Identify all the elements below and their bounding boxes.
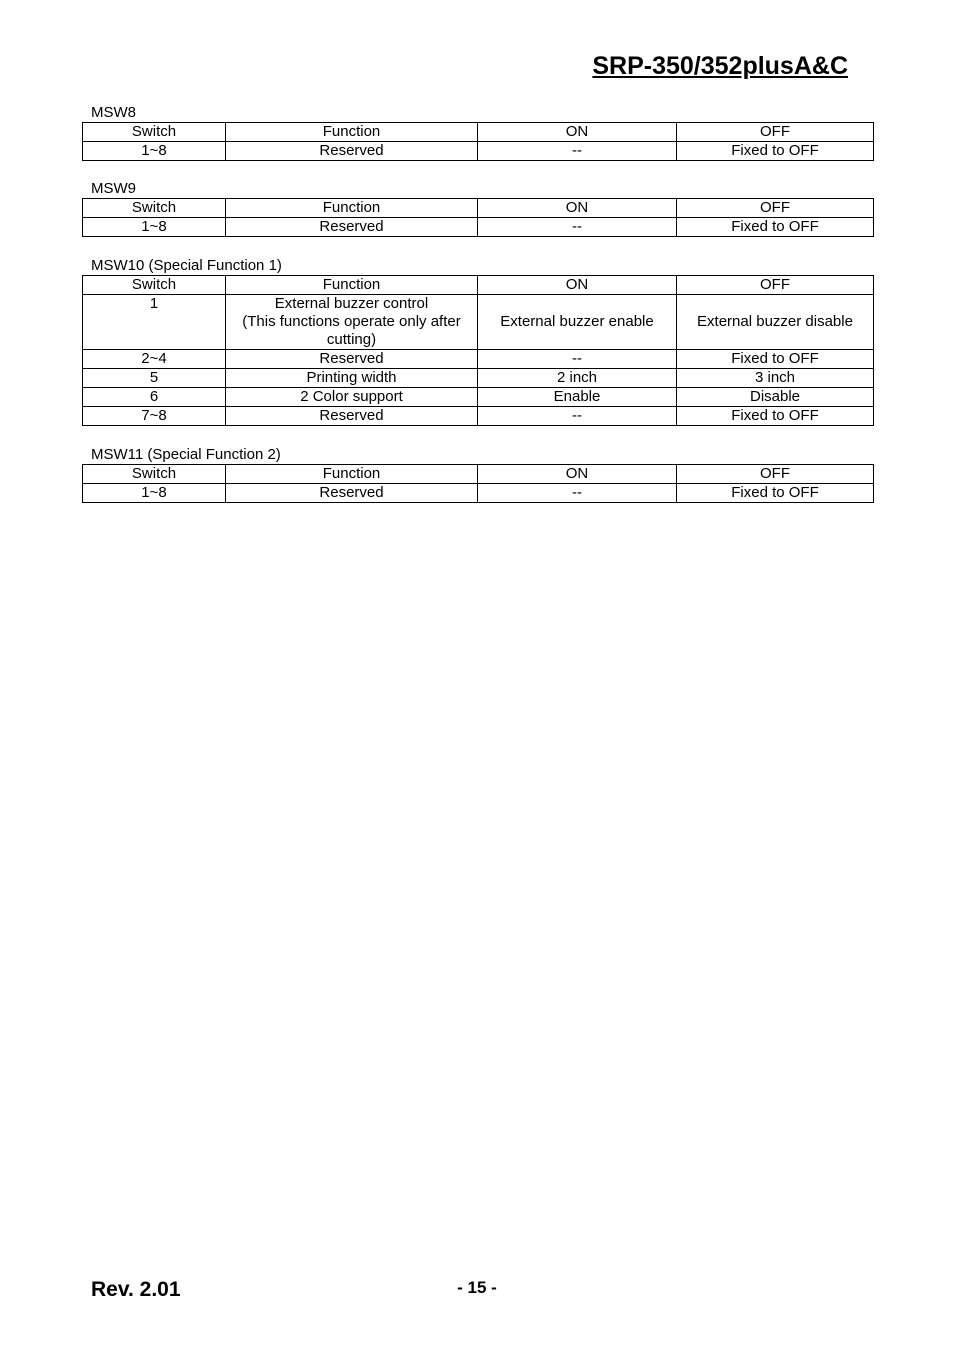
cell-off: Fixed to OFF <box>677 350 874 369</box>
header-off: OFF <box>677 465 874 484</box>
revision-label: Rev. 2.01 <box>91 1278 181 1301</box>
header-on: ON <box>478 123 677 142</box>
msw9-label: MSW9 <box>91 180 136 197</box>
table-header-row <box>83 276 874 295</box>
cell-switch: 1~8 <box>83 218 226 237</box>
cell-on: 2 inch <box>478 369 677 388</box>
header-off: OFF <box>677 199 874 218</box>
header-switch: Switch <box>83 276 226 295</box>
cell-off: Disable <box>677 388 874 407</box>
cell-off: External buzzer disable <box>677 295 874 350</box>
header-switch: Switch <box>83 123 226 142</box>
cell-switch: 6 <box>83 388 226 407</box>
cell-function: 2 Color support <box>226 388 478 407</box>
page-number: - 15 - <box>457 1278 497 1297</box>
cell-on: Enable <box>478 388 677 407</box>
msw10-section <box>82 257 873 426</box>
header-on: ON <box>478 465 677 484</box>
table-header-row <box>83 199 874 218</box>
header-off: OFF <box>677 276 874 295</box>
cell-switch: 1~8 <box>83 142 226 161</box>
header-off: OFF <box>677 123 874 142</box>
cell-function: Reserved <box>226 218 478 237</box>
cell-function: Printing width <box>226 369 478 388</box>
header-switch: Switch <box>83 199 226 218</box>
cell-on: -- <box>478 407 677 426</box>
header-function: Function <box>226 123 478 142</box>
header-switch: Switch <box>83 465 226 484</box>
cell-off: Fixed to OFF <box>677 407 874 426</box>
cell-on: -- <box>478 218 677 237</box>
msw8-label: MSW8 <box>91 104 136 121</box>
document-title: SRP-350/352plusA&C <box>592 52 848 80</box>
table-row <box>83 369 874 388</box>
cell-switch: 7~8 <box>83 407 226 426</box>
cell-off: 3 inch <box>677 369 874 388</box>
msw10-table <box>82 275 874 426</box>
table-row <box>83 218 874 237</box>
cell-on: External buzzer enable <box>478 295 677 350</box>
cell-switch: 1 <box>83 295 226 350</box>
table-row <box>83 142 874 161</box>
header-on: ON <box>478 199 677 218</box>
msw11-label: MSW11 (Special Function 2) <box>91 446 281 463</box>
table-row <box>83 350 874 369</box>
table-header-row <box>83 123 874 142</box>
header-on: ON <box>478 276 677 295</box>
cell-function: Reserved <box>226 142 478 161</box>
table-header-row <box>83 465 874 484</box>
cell-on: -- <box>478 350 677 369</box>
header-function: Function <box>226 276 478 295</box>
msw9-table <box>82 198 874 237</box>
cell-function: External buzzer control (This functions operate only after cutting) <box>226 295 478 350</box>
cell-off: Fixed to OFF <box>677 142 874 161</box>
cell-on: -- <box>478 142 677 161</box>
table-row <box>83 388 874 407</box>
msw11-section <box>82 446 873 503</box>
cell-switch: 5 <box>83 369 226 388</box>
table-row <box>83 484 874 503</box>
table-row <box>83 407 874 426</box>
msw9-section <box>82 180 873 237</box>
cell-function: Reserved <box>226 407 478 426</box>
msw8-table <box>82 122 874 161</box>
header-function: Function <box>226 199 478 218</box>
cell-switch: 2~4 <box>83 350 226 369</box>
table-row <box>83 295 874 350</box>
header-function: Function <box>226 465 478 484</box>
cell-switch: 1~8 <box>83 484 226 503</box>
cell-function: Reserved <box>226 350 478 369</box>
msw11-table <box>82 464 874 503</box>
cell-on: -- <box>478 484 677 503</box>
cell-function: Reserved <box>226 484 478 503</box>
cell-off: Fixed to OFF <box>677 218 874 237</box>
cell-off: Fixed to OFF <box>677 484 874 503</box>
msw8-section <box>82 104 873 161</box>
msw10-label: MSW10 (Special Function 1) <box>91 257 282 274</box>
